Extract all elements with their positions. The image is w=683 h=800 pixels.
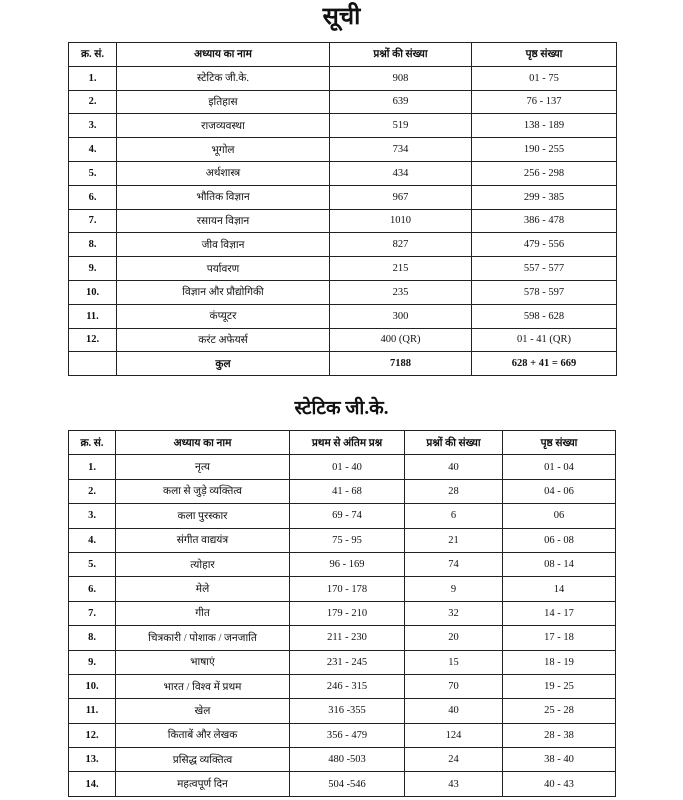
cell-count: 827	[330, 233, 472, 257]
cell-sn: 12.	[69, 328, 117, 352]
table-row	[69, 233, 617, 257]
cell-pages: 76 - 137	[472, 90, 617, 114]
cell-count: 434	[330, 161, 472, 185]
cell-sn: 5.	[69, 161, 117, 185]
cell-name: चित्रकारी / पोशाक / जनजाति	[116, 626, 290, 650]
cell-name: संगीत वाद्ययंत्र	[116, 528, 290, 552]
static-gk-title: स्टेटिक जी.के.	[294, 398, 389, 419]
cell-count: 1010	[330, 209, 472, 233]
cell-pages: 479 - 556	[472, 233, 617, 257]
cell-count: 40	[405, 455, 503, 479]
cell-pages: 06 - 08	[503, 528, 616, 552]
cell-name: प्रसिद्ध व्यक्तित्व	[116, 748, 290, 772]
cell-sn: 6.	[69, 577, 116, 601]
table-row	[69, 748, 616, 772]
cell-sn: 14.	[69, 772, 116, 796]
cell-name: खेल	[116, 699, 290, 723]
header-question-range: प्रथम से अंतिम प्रश्न	[290, 431, 405, 455]
header-question-count: प्रश्नों की संख्या	[405, 431, 503, 455]
cell-range: 96 - 169	[290, 552, 405, 576]
cell-sn: 6.	[69, 185, 117, 209]
cell-pages: 28 - 38	[503, 723, 616, 747]
table-row	[69, 209, 617, 233]
cell-pages: 25 - 28	[503, 699, 616, 723]
table-row	[69, 723, 616, 747]
table-header-row	[69, 431, 616, 455]
table-header-row	[69, 43, 617, 67]
table-row	[69, 257, 617, 281]
total-pages: 628 + 41 = 669	[472, 352, 617, 376]
cell-count: 21	[405, 528, 503, 552]
cell-pages: 138 - 189	[472, 114, 617, 138]
cell-name: महत्वपूर्ण दिन	[116, 772, 290, 796]
table-row	[69, 577, 616, 601]
cell-sn: 11.	[69, 304, 117, 328]
cell-pages: 01 - 04	[503, 455, 616, 479]
cell-count: 15	[405, 650, 503, 674]
table-row	[69, 280, 617, 304]
cell-sn: 9.	[69, 257, 117, 281]
cell-pages: 06	[503, 504, 616, 528]
header-chapter-name: अध्याय का नाम	[117, 43, 330, 67]
cell-name: त्योहार	[116, 552, 290, 576]
cell-pages: 190 - 255	[472, 138, 617, 162]
cell-range: 01 - 40	[290, 455, 405, 479]
cell-pages: 04 - 06	[503, 479, 616, 503]
header-page-number: पृष्ठ संख्या	[503, 431, 616, 455]
cell-sn: 7.	[69, 601, 116, 625]
cell-count: 70	[405, 674, 503, 698]
cell-count: 28	[405, 479, 503, 503]
cell-pages: 18 - 19	[503, 650, 616, 674]
table-row	[69, 626, 616, 650]
cell-count: 967	[330, 185, 472, 209]
cell-count: 300	[330, 304, 472, 328]
cell-range: 75 - 95	[290, 528, 405, 552]
cell-range: 504 -546	[290, 772, 405, 796]
cell-name: करंट अफेयर्स	[117, 328, 330, 352]
cell-sn: 13.	[69, 748, 116, 772]
table-row	[69, 528, 616, 552]
cell-count: 43	[405, 772, 503, 796]
table-row	[69, 479, 616, 503]
cell-pages: 19 - 25	[503, 674, 616, 698]
cell-sn: 2.	[69, 479, 116, 503]
cell-name: गीत	[116, 601, 290, 625]
cell-sn: 7.	[69, 209, 117, 233]
cell-count: 908	[330, 66, 472, 90]
cell-range: 246 - 315	[290, 674, 405, 698]
cell-range: 211 - 230	[290, 626, 405, 650]
cell-sn: 12.	[69, 723, 116, 747]
cell-sn: 4.	[69, 528, 116, 552]
total-row	[69, 352, 617, 376]
index-title: सूची	[322, 4, 361, 30]
cell-count: 74	[405, 552, 503, 576]
cell-pages: 08 - 14	[503, 552, 616, 576]
cell-name: किताबें और लेखक	[116, 723, 290, 747]
cell-count: 32	[405, 601, 503, 625]
cell-name: कला से जुड़े व्यक्तित्व	[116, 479, 290, 503]
cell-pages: 557 - 577	[472, 257, 617, 281]
table-row	[69, 455, 616, 479]
cell-name: भूगोल	[117, 138, 330, 162]
cell-range: 69 - 74	[290, 504, 405, 528]
table-row	[69, 161, 617, 185]
cell-range: 231 - 245	[290, 650, 405, 674]
header-chapter-name: अध्याय का नाम	[116, 431, 290, 455]
header-serial: क्र. सं.	[69, 431, 116, 455]
cell-range: 170 - 178	[290, 577, 405, 601]
table-row	[69, 185, 617, 209]
cell-count: 734	[330, 138, 472, 162]
cell-name: इतिहास	[117, 90, 330, 114]
static-gk-table	[68, 430, 616, 797]
cell-pages: 01 - 75	[472, 66, 617, 90]
cell-name: जीव विज्ञान	[117, 233, 330, 257]
cell-count: 40	[405, 699, 503, 723]
cell-count: 20	[405, 626, 503, 650]
cell-count: 215	[330, 257, 472, 281]
cell-sn: 4.	[69, 138, 117, 162]
cell-count: 519	[330, 114, 472, 138]
cell-name: पर्यावरण	[117, 257, 330, 281]
cell-pages: 40 - 43	[503, 772, 616, 796]
header-serial: क्र. सं.	[69, 43, 117, 67]
cell-sn: 10.	[69, 674, 116, 698]
cell-range: 316 -355	[290, 699, 405, 723]
cell-sn: 9.	[69, 650, 116, 674]
cell-name: मेले	[116, 577, 290, 601]
table-row	[69, 674, 616, 698]
cell-range: 41 - 68	[290, 479, 405, 503]
cell-pages: 01 - 41 (QR)	[472, 328, 617, 352]
table-row	[69, 504, 616, 528]
table-row	[69, 328, 617, 352]
header-page-number: पृष्ठ संख्या	[472, 43, 617, 67]
cell-count: 6	[405, 504, 503, 528]
cell-name: भाषाएं	[116, 650, 290, 674]
table-row	[69, 90, 617, 114]
cell-count: 400 (QR)	[330, 328, 472, 352]
table-row	[69, 699, 616, 723]
header-question-count: प्रश्नों की संख्या	[330, 43, 472, 67]
cell-pages: 256 - 298	[472, 161, 617, 185]
cell-pages: 17 - 18	[503, 626, 616, 650]
cell-pages: 598 - 628	[472, 304, 617, 328]
cell-name: अर्थशास्त्र	[117, 161, 330, 185]
table-row	[69, 650, 616, 674]
cell-name: कंप्यूटर	[117, 304, 330, 328]
cell-count: 639	[330, 90, 472, 114]
cell-range: 179 - 210	[290, 601, 405, 625]
table-row	[69, 66, 617, 90]
cell-count: 235	[330, 280, 472, 304]
cell-count: 9	[405, 577, 503, 601]
cell-sn: 10.	[69, 280, 117, 304]
table-row	[69, 138, 617, 162]
cell-count: 24	[405, 748, 503, 772]
cell-sn: 2.	[69, 90, 117, 114]
table-row	[69, 601, 616, 625]
cell-name: राजव्यवस्था	[117, 114, 330, 138]
table-row	[69, 552, 616, 576]
cell-name: भारत / विश्व में प्रथम	[116, 674, 290, 698]
cell-count: 124	[405, 723, 503, 747]
cell-sn: 1.	[69, 455, 116, 479]
cell-sn: 11.	[69, 699, 116, 723]
cell-sn: 5.	[69, 552, 116, 576]
table-row	[69, 304, 617, 328]
cell-name: कला पुरस्कार	[116, 504, 290, 528]
cell-name: रसायन विज्ञान	[117, 209, 330, 233]
cell-pages: 14 - 17	[503, 601, 616, 625]
cell-pages: 38 - 40	[503, 748, 616, 772]
cell-name: स्टेटिक जी.के.	[117, 66, 330, 90]
cell-range: 356 - 479	[290, 723, 405, 747]
total-empty-cell	[69, 352, 117, 376]
cell-sn: 8.	[69, 233, 117, 257]
cell-name: भौतिक विज्ञान	[117, 185, 330, 209]
index-table	[68, 42, 617, 376]
total-count: 7188	[330, 352, 472, 376]
cell-pages: 578 - 597	[472, 280, 617, 304]
table-row	[69, 772, 616, 796]
cell-range: 480 -503	[290, 748, 405, 772]
cell-pages: 14	[503, 577, 616, 601]
cell-sn: 3.	[69, 114, 117, 138]
cell-sn: 8.	[69, 626, 116, 650]
cell-name: नृत्य	[116, 455, 290, 479]
cell-sn: 3.	[69, 504, 116, 528]
cell-sn: 1.	[69, 66, 117, 90]
total-label: कुल	[117, 352, 330, 376]
cell-name: विज्ञान और प्रौद्योगिकी	[117, 280, 330, 304]
cell-pages: 386 - 478	[472, 209, 617, 233]
table-row	[69, 114, 617, 138]
cell-pages: 299 - 385	[472, 185, 617, 209]
